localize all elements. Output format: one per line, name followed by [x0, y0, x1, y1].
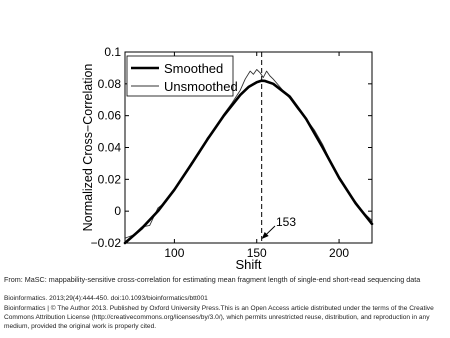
x-tick-label: 200	[329, 246, 350, 260]
figure-citation: Bioinformatics. 2013;29(4):444-450. doi:10.1093/bioinformatics/btt001	[4, 295, 208, 302]
y-tick-label: 0.1	[104, 45, 121, 59]
figure-caption-source: From: MaSC: mappability-sensitive cross-correlation for estimating mean fragment length of single-end short-read sequencing data	[4, 275, 421, 284]
figure-license: Bioinformatics | © The Author 2013. Published by Oxford University Press.This is an Open Access article distributed under the terms of the Creative Commons Attribution License (http://creativecommons.org/licenses/by/3.0/), which permits unrestricted reuse, distribution, and reproduction in any medium, provided the original work is properly cited.	[4, 305, 434, 330]
legend-label-smoothed: Smoothed	[164, 61, 224, 76]
y-tick-label: 0.02	[97, 172, 121, 187]
legend-label-unsmoothed: Unsmoothed	[164, 79, 238, 94]
y-tick-label: 0.04	[97, 140, 121, 155]
y-tick-label: 0	[114, 204, 121, 219]
legend	[127, 56, 238, 96]
x-tick-label: 150	[246, 246, 267, 260]
y-tick-label: 0.08	[97, 76, 121, 91]
y-axis-label: Normalized Cross−Correlation	[81, 63, 95, 232]
y-tick-label: −0.02	[90, 236, 121, 250]
x-axis-label: Shift	[235, 257, 262, 270]
x-tick-label: 100	[164, 246, 185, 260]
peak-annotation-label: 153	[276, 215, 297, 229]
y-tick-label: 0.06	[97, 108, 121, 123]
